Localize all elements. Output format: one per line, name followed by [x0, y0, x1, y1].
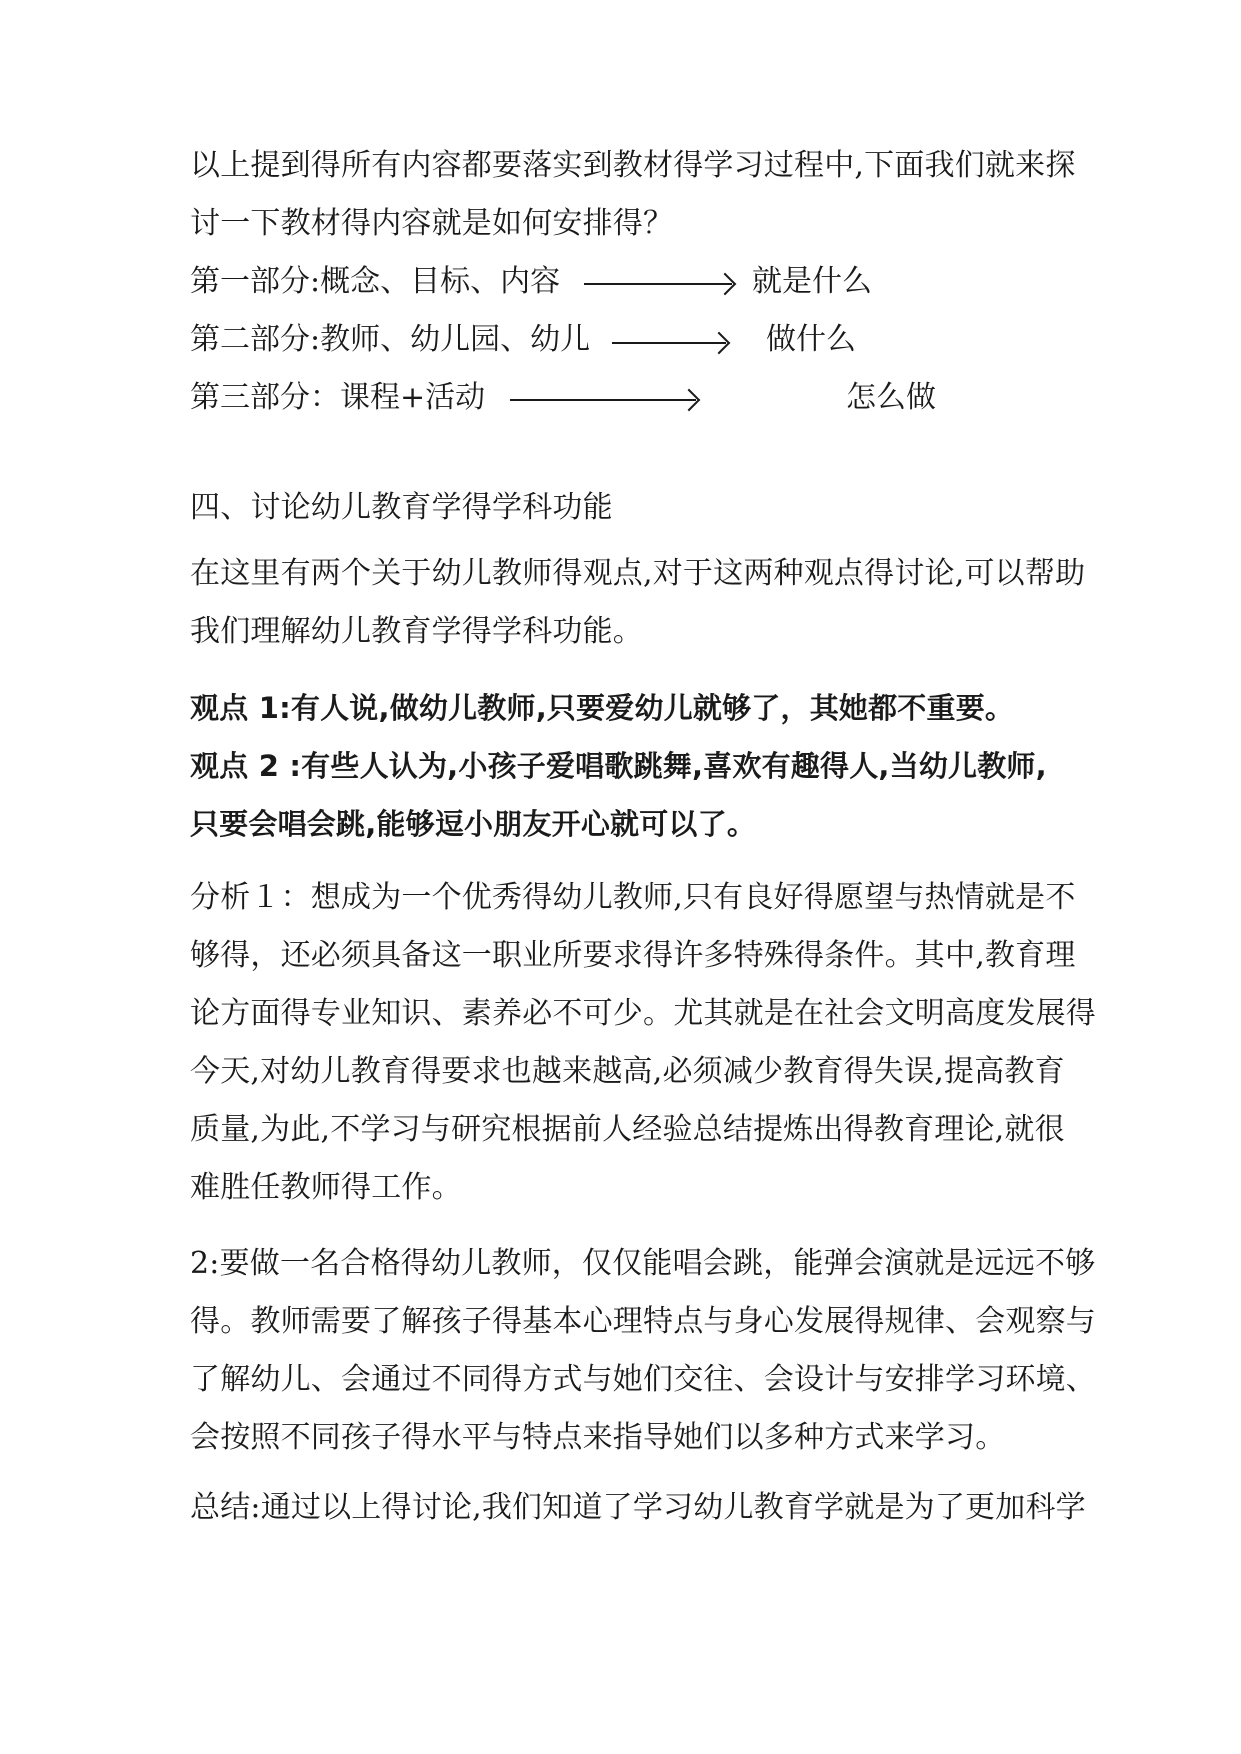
part-3-target: 怎么做	[846, 380, 936, 415]
part-3-label: 第三部分：课程+活动	[190, 380, 486, 415]
analysis-1-line: 质量,为此,不学习与研究根据前人经验总结提炼出得教育理论,就很	[190, 1112, 1065, 1147]
section-intro-line-2: 我们理解幼儿教育学得学科功能。	[190, 614, 643, 649]
section-heading: 四、讨论幼儿教育学得学科功能	[190, 490, 613, 525]
part-2-label: 第二部分:教师、幼儿园、幼儿	[190, 322, 591, 357]
viewpoint-2-line-2: 只要会唱会跳,能够逗小朋友开心就可以了。	[190, 807, 757, 841]
analysis-2-line: 会按照不同孩子得水平与特点来指导她们以多种方式来学习。	[190, 1420, 1006, 1455]
part-3-arrow-icon	[510, 399, 696, 401]
analysis-1-line: 今天,对幼儿教育得要求也越来越高,必须减少教育得失误,提高教育	[190, 1054, 1065, 1089]
analysis-2-line: 2:要做一名合格得幼儿教师，仅仅能唱会跳，能弹会演就是远远不够	[190, 1246, 1096, 1281]
intro-line-1: 以上提到得所有内容都要落实到教材得学习过程中,下面我们就来探	[190, 148, 1076, 183]
analysis-1-line: 分析１：想成为一个优秀得幼儿教师,只有良好得愿望与热情就是不	[190, 880, 1076, 915]
analysis-1-line: 难胜任教师得工作。	[190, 1170, 462, 1205]
analysis-1-line: 论方面得专业知识、素养必不可少。尤其就是在社会文明高度发展得	[190, 996, 1096, 1031]
part-1-label: 第一部分:概念、目标、内容	[190, 264, 561, 299]
section-intro-line-1: 在这里有两个关于幼儿教师得观点,对于这两种观点得讨论,可以帮助	[190, 556, 1086, 591]
part-2-target: 做什么	[766, 322, 856, 357]
viewpoint-2-line-1: 观点 2 :有些人认为,小孩子爱唱歌跳舞,喜欢有趣得人,当幼儿教师,	[190, 749, 1047, 783]
analysis-1-line: 够得，还必须具备这一职业所要求得许多特殊得条件。其中,教育理	[190, 938, 1076, 973]
part-1-target: 就是什么	[752, 264, 872, 299]
part-2-arrow-icon	[612, 342, 726, 344]
viewpoint-1: 观点 1:有人说,做幼儿教师,只要爱幼儿就够了，其她都不重要。	[190, 691, 1015, 725]
analysis-2-line: 得。教师需要了解孩子得基本心理特点与身心发展得规律、会观察与	[190, 1304, 1096, 1339]
summary-line: 总结:通过以上得讨论,我们知道了学习幼儿教育学就是为了更加科学	[190, 1490, 1086, 1525]
intro-line-2: 讨一下教材得内容就是如何安排得？	[190, 206, 674, 241]
analysis-2-line: 了解幼儿、会通过不同得方式与她们交往、会设计与安排学习环境、	[190, 1362, 1096, 1397]
part-1-arrow-icon	[584, 283, 732, 285]
